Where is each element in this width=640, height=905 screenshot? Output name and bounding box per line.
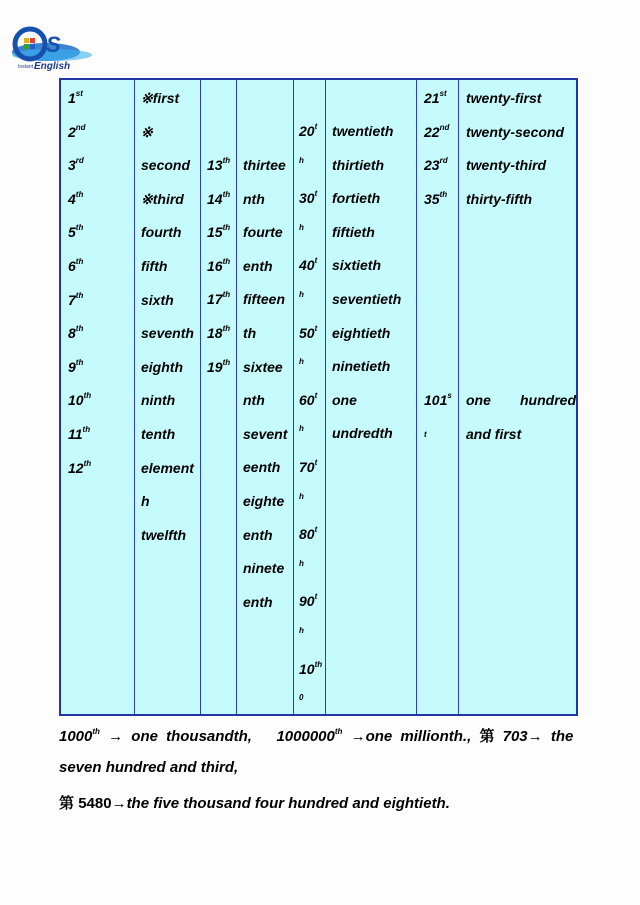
word-cell <box>141 216 201 250</box>
ordinal-table <box>59 78 578 716</box>
cell-text: 30 <box>299 190 315 207</box>
footer-line-2: seven hundred and third, <box>59 759 239 776</box>
ordinal-cell <box>207 250 237 284</box>
superscript: th <box>334 727 343 736</box>
cell-text: 22 <box>424 123 440 140</box>
ordinal-cell <box>299 585 327 619</box>
ordinal-cell <box>68 82 132 116</box>
word-cell <box>243 451 295 485</box>
word-cell <box>466 183 578 217</box>
superscript: t <box>314 592 318 602</box>
cell-text: ※third <box>141 190 184 207</box>
cell-text: fortieth <box>332 190 381 207</box>
word-cell <box>141 284 201 318</box>
cell-text: enth <box>243 257 273 274</box>
cell-text: eighth <box>141 358 183 375</box>
word-cell <box>141 384 201 418</box>
ordinal-cell <box>68 149 132 183</box>
cell-text: fourth <box>141 224 182 241</box>
cell-text: fifth <box>141 257 168 274</box>
word-cell <box>466 116 578 150</box>
ordinal-cell <box>424 384 458 418</box>
footer-cjk: 第 <box>479 727 495 745</box>
superscript: th <box>222 290 231 300</box>
cell-text: thirty-fifth <box>466 190 533 207</box>
word-cell <box>332 249 416 283</box>
superscript: th <box>222 223 231 233</box>
ordinal-cell <box>299 182 327 216</box>
cell-text: 12 <box>68 459 84 476</box>
footer-cjk: 第 <box>59 794 75 812</box>
ordinal-cell <box>68 250 132 284</box>
ordinal-wrap: t <box>424 429 427 439</box>
cell-text: one <box>466 392 491 409</box>
ordinal-column-1 <box>68 82 132 714</box>
superscript: th <box>222 323 231 333</box>
ordinal-cell <box>68 216 132 250</box>
ordinal-cell <box>68 317 132 351</box>
superscript: th <box>314 659 323 669</box>
cell-text: 8 <box>68 325 76 342</box>
ordinal-cell <box>424 82 458 116</box>
ordinal-cell <box>207 183 237 217</box>
superscript: t <box>314 256 318 266</box>
ordinal-cell <box>68 284 132 318</box>
footer-value: 1000 <box>59 728 93 745</box>
superscript: th <box>82 424 91 434</box>
cell-text: sixtee <box>243 358 283 375</box>
cell-text: thirtee <box>243 157 286 173</box>
cell-text: nth <box>243 392 265 409</box>
cell-text: 13 <box>207 157 223 173</box>
ordinal-cell <box>207 283 237 317</box>
superscript: t <box>314 457 318 467</box>
cell-text: sixth <box>141 291 174 308</box>
word-cell <box>243 351 295 385</box>
cell-text: fourte <box>243 224 283 241</box>
word-cell <box>243 519 295 553</box>
cell-text: one <box>332 391 357 408</box>
ordinal-cell <box>299 317 327 351</box>
word-cell <box>332 384 416 418</box>
word-cell <box>243 283 295 317</box>
superscript: st <box>439 89 447 98</box>
cell-text: eightieth <box>332 324 391 341</box>
word-cell <box>332 350 416 384</box>
word-cell <box>332 417 416 451</box>
cell-text: twelfth <box>141 526 187 543</box>
word-cell <box>141 183 201 217</box>
ordinal-cell <box>68 384 132 418</box>
word-column-4 <box>466 82 578 714</box>
cell-text: twenty-third <box>466 157 547 174</box>
word-cell <box>243 250 295 284</box>
cell-text: 60 <box>299 391 315 408</box>
ordinal-cell <box>299 518 327 552</box>
superscript: t <box>314 390 318 400</box>
ordinal-cell <box>207 317 237 351</box>
word-cell <box>466 82 578 116</box>
superscript: t <box>314 323 318 333</box>
ordinal-wrap: h <box>299 155 304 165</box>
cell-text: 17 <box>207 291 223 308</box>
ordinal-wrap: h <box>299 289 304 299</box>
cell-text: 4 <box>68 190 76 207</box>
word-cell <box>141 351 201 385</box>
word-cell <box>243 586 295 620</box>
divider <box>458 80 459 714</box>
cell-text: 3 <box>68 157 76 174</box>
superscript: t <box>314 525 318 535</box>
ordinal-cell <box>207 149 237 183</box>
word-cell <box>141 250 201 284</box>
word-column-1 <box>141 82 201 714</box>
cell-text: enth <box>243 593 273 610</box>
superscript: th <box>75 189 84 199</box>
cell-text: ninete <box>243 560 285 577</box>
ordinal-wrap: h <box>299 558 304 568</box>
logo-small-text: Instant <box>18 64 34 70</box>
cell-text: 6 <box>68 257 76 274</box>
word-cell <box>332 115 416 149</box>
cell-text: seventh <box>141 325 194 342</box>
superscript: th <box>75 324 84 334</box>
word-cell <box>141 82 201 116</box>
cell-text: twenty-first <box>466 90 542 106</box>
ordinal-cell <box>207 216 237 250</box>
word-cell <box>141 317 201 351</box>
superscript: th <box>222 256 231 266</box>
cell-text: 14 <box>207 190 223 207</box>
superscript: nd <box>75 122 86 132</box>
footer-text: 703→ the <box>502 728 574 745</box>
cell-text: 10 <box>299 660 315 677</box>
word-cell <box>243 183 295 217</box>
footer-value: 1000000 <box>276 728 335 745</box>
ordinal-cell <box>299 249 327 283</box>
divider <box>134 80 135 714</box>
word-cell <box>243 552 295 586</box>
logo-text: English <box>34 61 71 72</box>
superscript: th <box>222 189 231 199</box>
cell-text: ninetieth <box>332 358 391 375</box>
cell-text: 18 <box>207 324 223 341</box>
cell-text: ninth <box>141 392 176 409</box>
cell-text: 10 <box>68 392 84 409</box>
ordinal-wrap: h <box>299 357 304 367</box>
ordinal-column-4 <box>424 82 458 714</box>
ordinal-cell <box>299 115 327 149</box>
logo <box>6 22 102 74</box>
superscript: th <box>75 223 84 233</box>
ordinal-cell <box>68 351 132 385</box>
cell-text: 15 <box>207 224 223 241</box>
cell-text: 23 <box>424 157 440 174</box>
superscript: st <box>75 89 83 98</box>
cell-text: 7 <box>68 291 76 308</box>
superscript: th <box>75 290 84 300</box>
word-cell <box>243 149 295 183</box>
word-cell <box>332 216 416 250</box>
cell-text: 50 <box>299 324 315 341</box>
word-cell <box>141 418 201 452</box>
cell-text: second <box>141 157 191 174</box>
cell-text: twentieth <box>332 123 394 139</box>
ordinal-wrap: h <box>299 625 304 635</box>
word-cell <box>141 116 201 150</box>
word-column-2 <box>243 149 295 714</box>
cell-text: 5 <box>68 224 76 241</box>
superscript: th <box>222 156 231 165</box>
cell-text: hundred <box>520 392 576 409</box>
word-cell <box>466 149 578 183</box>
cell-text: 90 <box>299 593 315 610</box>
superscript: th <box>75 256 84 266</box>
word-cell <box>332 149 416 183</box>
ordinal-wrap: h <box>299 424 304 434</box>
cell-text: fifteen <box>243 291 285 308</box>
footer-line-1 <box>59 725 599 746</box>
word-cell <box>332 283 416 317</box>
ordinal-cell <box>424 149 458 183</box>
superscript: th <box>83 391 92 401</box>
ordinal-column-3 <box>299 115 327 714</box>
cell-text: h <box>141 493 150 510</box>
ordinal-cell <box>68 452 132 486</box>
cell-text: undredth <box>332 425 393 442</box>
cell-text: th <box>243 324 257 341</box>
cell-text: 21 <box>424 90 440 106</box>
ordinal-column-2 <box>207 149 237 714</box>
superscript: th <box>222 357 231 367</box>
word-cell <box>466 384 578 418</box>
superscript: nd <box>439 122 450 132</box>
cell-text: ※ <box>141 123 153 140</box>
cell-text: thirtieth <box>332 156 385 173</box>
word-cell <box>243 418 295 452</box>
superscript: th <box>92 727 100 736</box>
ordinal-cell <box>207 351 237 385</box>
cell-text: ※first <box>141 90 180 106</box>
cell-text: enth <box>243 526 273 543</box>
cell-text: 20 <box>299 123 315 139</box>
superscript: th <box>75 357 84 367</box>
cell-text: and first <box>466 425 522 442</box>
superscript: t <box>314 189 318 199</box>
cell-text: 19 <box>207 358 223 375</box>
ordinal-cell <box>68 418 132 452</box>
superscript: rd <box>439 156 448 166</box>
superscript: s <box>447 391 452 401</box>
cell-text: sixtieth <box>332 257 382 274</box>
cell-text: twenty-second <box>466 123 565 140</box>
footer-text: the five thousand four hundred and eightieth. <box>126 795 450 812</box>
footer-value: 5480→ <box>78 795 127 812</box>
word-cell <box>332 182 416 216</box>
superscript: rd <box>75 156 84 166</box>
superscript: th <box>439 189 448 199</box>
cell-text: 11 <box>68 425 83 442</box>
footer-text: → one thousandth, <box>108 728 252 745</box>
ordinal-cell <box>299 451 327 485</box>
word-cell <box>141 519 201 553</box>
cell-text: sevent <box>243 425 288 442</box>
divider <box>416 80 417 714</box>
ordinal-cell <box>424 116 458 150</box>
cell-text: fiftieth <box>332 223 375 240</box>
word-cell <box>141 452 201 486</box>
footer-line-3 <box>59 792 599 813</box>
cell-text: tenth <box>141 425 176 442</box>
word-column-3 <box>332 115 416 714</box>
word-cell <box>141 149 201 183</box>
superscript: t <box>314 122 318 131</box>
cell-text: seventieth <box>332 290 402 307</box>
cell-text: 1 <box>68 90 76 106</box>
word-cell <box>243 384 295 418</box>
ordinal-wrap: h <box>299 222 304 232</box>
cell-text: eenth <box>243 459 281 476</box>
cell-text: 101 <box>424 392 448 409</box>
svg-text:S: S <box>46 32 61 57</box>
ordinal-cell <box>68 183 132 217</box>
cell-text: element <box>141 459 194 476</box>
cell-text: eighte <box>243 492 285 509</box>
cell-text: 70 <box>299 458 315 475</box>
ordinal-wrap: h <box>299 491 304 501</box>
ordinal-cell <box>299 384 327 418</box>
cell-text: 35 <box>424 190 440 207</box>
footer-text: →one millionth., <box>350 728 472 745</box>
cell-text: 80 <box>299 526 315 543</box>
ordinal-wrap: 0 <box>299 693 304 703</box>
word-cell <box>243 485 295 519</box>
ordinal-cell <box>299 653 327 687</box>
word-cell <box>466 418 578 452</box>
word-cell <box>141 485 201 519</box>
superscript: th <box>83 458 92 468</box>
cell-text: 9 <box>68 358 76 375</box>
cell-text: nth <box>243 190 265 207</box>
cell-text: 16 <box>207 257 223 274</box>
cell-text: 2 <box>68 123 76 140</box>
ordinal-cell <box>424 183 458 217</box>
word-cell <box>332 317 416 351</box>
word-cell <box>243 317 295 351</box>
word-cell <box>243 216 295 250</box>
ordinal-cell <box>68 116 132 150</box>
cell-text: 40 <box>299 257 315 274</box>
